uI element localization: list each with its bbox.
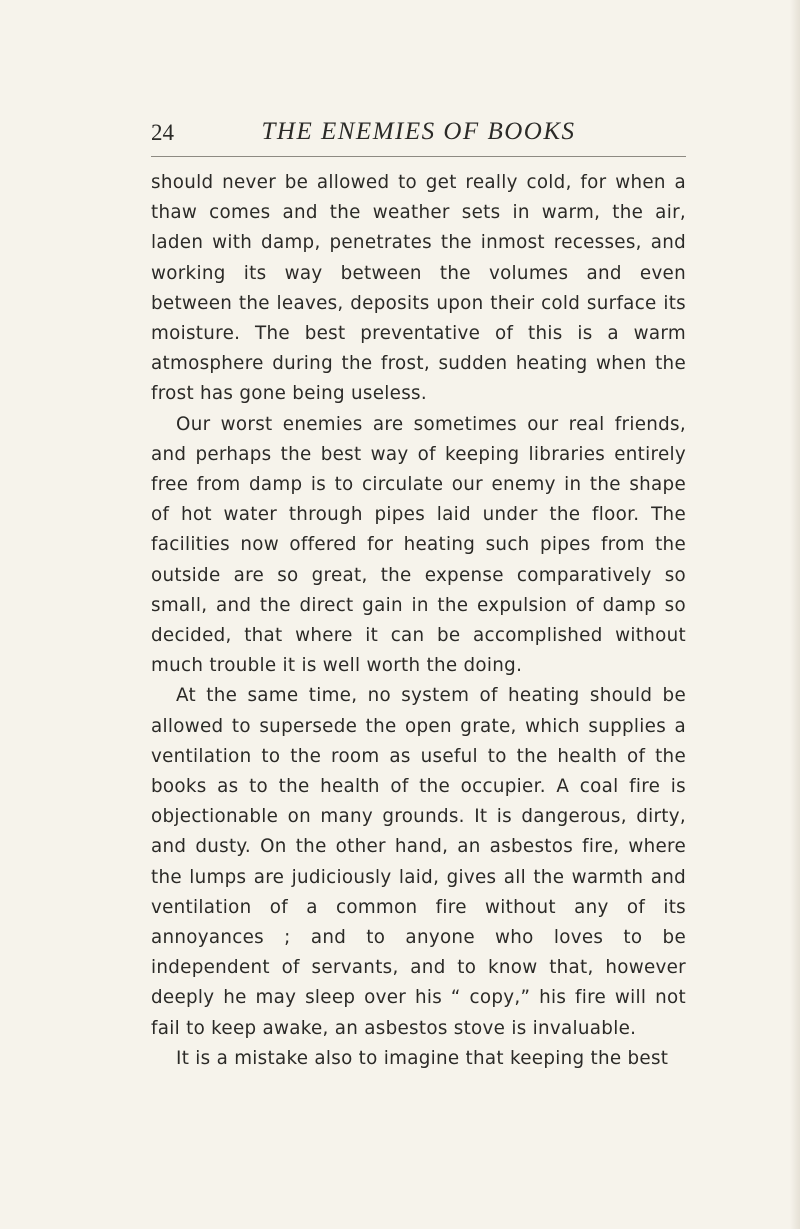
body-text xyxy=(151,168,686,1074)
paragraph-3: At the same time, no system of heating should be allowed to supersede the open grate, which supplies a ventilation to the room as useful to the health of the books as to the health of the occupier. A coal fire is objectionable on many grounds. It is dangerous, dirty, and dusty. On the other hand, an asbestos fire, where the lumps are judiciously laid, gives all the warmth and ventilation of a common fire without any of its annoyances ; and to anyone who loves to be independent of servants, and to know that, however deeply he may sleep over his “ copy,” his fire will not fail to keep awake, an asbestos stove is invaluable. xyxy=(151,685,686,1039)
page-header xyxy=(151,118,686,158)
paragraph-1: should never be allowed to get really cold, for when a thaw comes and the weather sets in warm, the air, laden with damp, penetrates the inmost recesses, and working its way between the volumes and even between the leaves, deposits upon their cold surface its moisture. The best preventative of this is a warm atmosphere during the frost, sudden heating when the frost has gone being useless. xyxy=(151,172,686,405)
paragraph-2: Our worst enemies are sometimes our real friends, and perhaps the best way of keeping libraries entirely free from damp is to circulate our enemy in the shape of hot water through pipes laid under the floor. The facilities now offered for heating such pipes from the outside are so great, the expense comparatively so small, and the direct gain in the expulsion of damp so decided, that where it can be accomplished without much trouble it is well worth the doing. xyxy=(151,413,686,677)
page-number: 24 xyxy=(151,120,174,145)
running-title: THE ENEMIES OF BOOKS xyxy=(261,118,576,145)
page-edge-shadow xyxy=(790,0,800,1229)
header-rule xyxy=(151,156,686,157)
paragraph-4: It is a mistake also to imagine that keeping the best xyxy=(176,1047,669,1069)
